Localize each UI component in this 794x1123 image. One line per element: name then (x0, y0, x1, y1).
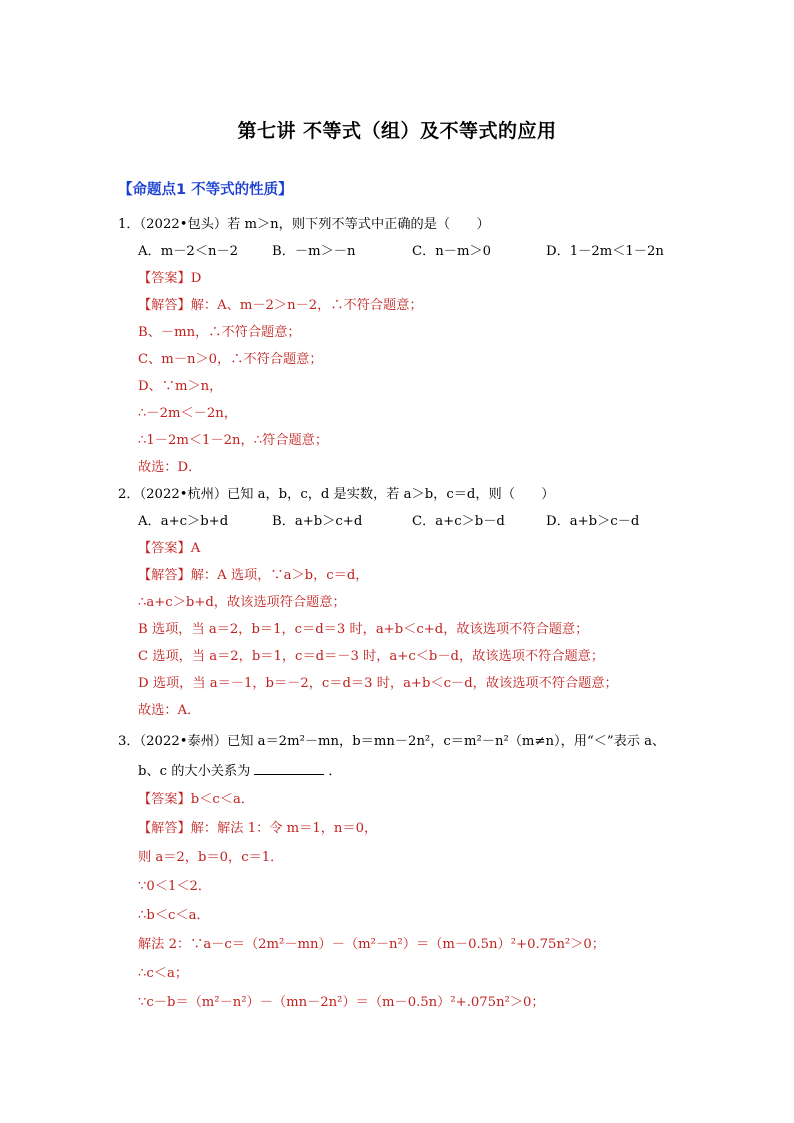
q3-solution-line: ∴c＜a； (138, 966, 189, 981)
q1-solution-line: ∴1－2m＜1－2n，∴符合题意； (138, 433, 329, 448)
q1-option-d: D．1－2m＜1－2n (546, 244, 664, 259)
q1-solution-line: D、∵m＞n， (138, 379, 223, 394)
q3-solution-line: ∴b＜c＜a． (138, 908, 210, 923)
q2-answer: 【答案】A (138, 541, 201, 556)
q1-option-c: C．n－m＞0 (412, 244, 492, 259)
section-heading: 【命题点1 不等式的性质】 (118, 182, 293, 198)
q1-solution-line: 【解答】解：A、m－2＞n－2，∴不符合题意； (138, 298, 423, 313)
q1-solution-line: 故选：D． (138, 460, 202, 475)
q2-stem: 2．（2022•杭州）已知 a，b，c，d 是实数，若 a＞b，c＝d，则（ ） (118, 487, 555, 502)
q2-solution-line: C 选项，当 a＝2，b＝1，c＝d＝－3 时，a+c＜b－d，故该选项不符合题意； (138, 649, 605, 664)
q2-solution-line: B 选项，当 a＝2，b＝1，c＝d＝3 时，a+b＜c+d，故该选项不符合题意； (138, 622, 589, 637)
q2-solution-line: ∴a+c＞b+d，故该选项符合题意； (138, 595, 346, 610)
q3-solution-line: ∵c－b＝（m²－n²）－（mn－2n²）＝（m－0.5n）²+.075n²＞0； (138, 995, 545, 1010)
q1-option-a: A．m－2＜n－2 (138, 244, 239, 259)
q3-stem-end: ． (328, 764, 342, 779)
q3-answer: 【答案】b＜c＜a． (138, 792, 255, 807)
q1-solution-line: B、－mn，∴不符合题意； (138, 325, 301, 340)
answer-blank (254, 762, 324, 775)
q3-solution-line: ∵0＜1＜2． (138, 879, 212, 894)
q3-stem-continued (138, 762, 342, 781)
q2-option-a: A．a+c＞b+d (138, 514, 229, 529)
q1-stem: 1．（2022•包头）若 m＞n，则下列不等式中正确的是（ ） (118, 217, 490, 232)
q2-option-d: D．a+b＞c－d (546, 514, 640, 529)
q3-stem: 3．（2022•泰州）已知 a＝2m²－mn，b＝mn－2n²，c＝m²－n²（m≠n），用“＜”表示 a、 (118, 734, 666, 749)
q2-option-c: C．a+c＞b－d (412, 514, 505, 529)
q1-option-b: B．－m＞－n (272, 244, 356, 259)
q2-solution-line: 【解答】解：A 选项，∵a＞b，c＝d， (138, 568, 369, 583)
q3-solution-line: 【解答】解：解法 1：令 m＝1，n＝0， (138, 821, 378, 836)
q3-solution-line: 解法 2：∵a－c＝（2m²－mn）－（m²－n²）＝（m－0.5n）²+0.75n²＞0； (138, 937, 605, 952)
q3-solution-line: 则 a＝2，b＝0，c＝1． (138, 850, 284, 865)
q1-solution-line: ∴－2m＜－2n， (138, 406, 237, 421)
q2-option-b: B．a+b＞c+d (272, 514, 363, 529)
q1-solution-line: C、m－n＞0，∴不符合题意； (138, 352, 323, 367)
page-title: 第七讲 不等式（组）及不等式的应用 (237, 120, 557, 142)
q3-stem-text: b、c 的大小关系为 (138, 764, 251, 779)
q1-answer: 【答案】D (138, 271, 202, 286)
q2-solution-line: 故选：A． (138, 703, 201, 718)
q2-solution-line: D 选项，当 a＝－1，b＝－2，c＝d＝3 时，a+b＜c－d，故该选项不符合题意； (138, 676, 618, 691)
